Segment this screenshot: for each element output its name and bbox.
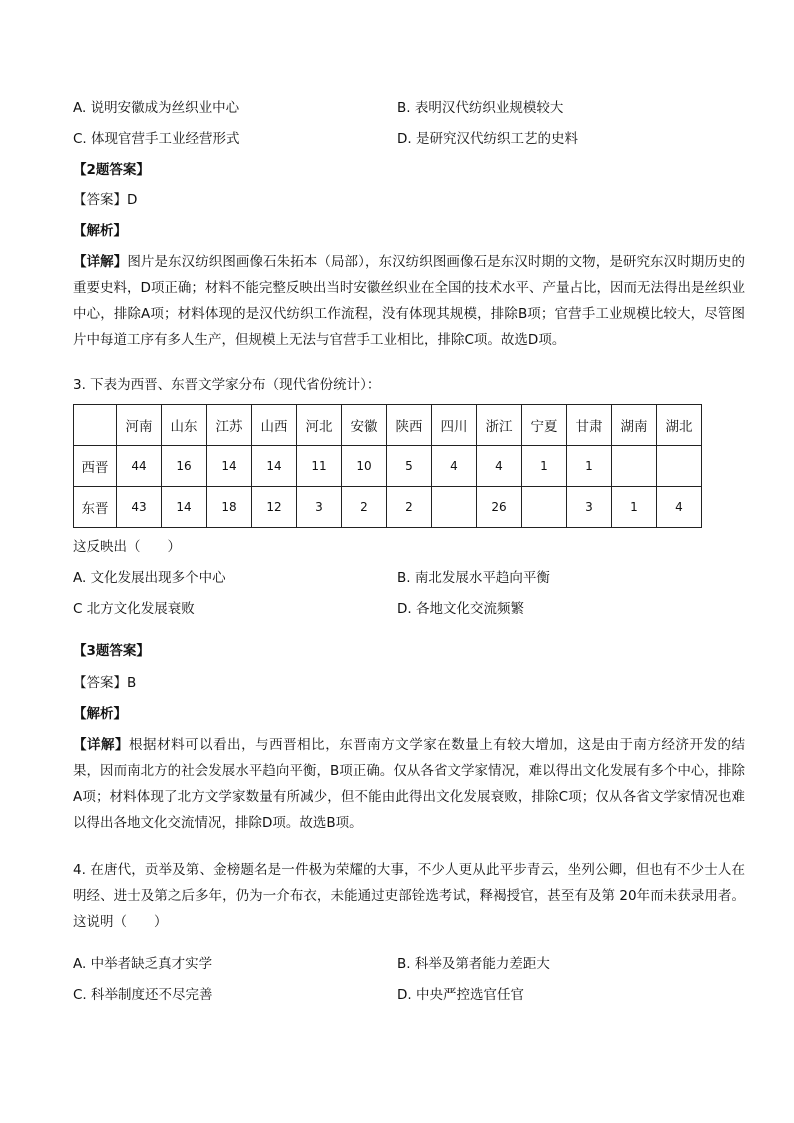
table-col-header: 山西 bbox=[252, 405, 297, 446]
table-cell: 14 bbox=[207, 446, 252, 487]
table-row bbox=[74, 487, 702, 528]
table-row bbox=[74, 446, 702, 487]
q2-answer: 【答案】D bbox=[73, 192, 138, 208]
q4-option-a: A. 中举者缺乏真才实学 bbox=[73, 956, 213, 972]
table-col-header: 河南 bbox=[117, 405, 162, 446]
table-cell: 5 bbox=[387, 446, 432, 487]
q2-analysis-label: 【解析】 bbox=[73, 223, 127, 239]
table-col-header: 甘肃 bbox=[567, 405, 612, 446]
q3-answer: 【答案】B bbox=[73, 675, 137, 691]
table-col-header: 安徽 bbox=[342, 405, 387, 446]
table-cell: 11 bbox=[297, 446, 342, 487]
q3-option-d: D. 各地文化交流频繁 bbox=[397, 601, 524, 617]
writer-distribution-table bbox=[73, 404, 702, 528]
q4-option-b: B. 科举及第者能力差距大 bbox=[397, 956, 550, 972]
table-cell bbox=[432, 487, 477, 528]
q3-detail-label: 【详解】 bbox=[73, 737, 130, 753]
table-corner-cell bbox=[74, 405, 117, 446]
table-cell: 3 bbox=[297, 487, 342, 528]
table-cell: 4 bbox=[477, 446, 522, 487]
table-cell: 3 bbox=[567, 487, 612, 528]
table-row-header: 东晋 bbox=[74, 487, 117, 528]
table-cell: 2 bbox=[387, 487, 432, 528]
q3-stem: 3. 下表为西晋、东晋文学家分布（现代省份统计）： bbox=[73, 377, 381, 393]
q2-answer-section: 【2题答案】 bbox=[73, 162, 150, 178]
q3-option-c: C 北方文化发展衰败 bbox=[73, 601, 195, 617]
table-col-header: 四川 bbox=[432, 405, 477, 446]
table-cell: 16 bbox=[162, 446, 207, 487]
q3-option-a: A. 文化发展出现多个中心 bbox=[73, 570, 226, 586]
table-cell: 18 bbox=[207, 487, 252, 528]
table-cell: 44 bbox=[117, 446, 162, 487]
table-cell: 12 bbox=[252, 487, 297, 528]
q4-option-d: D. 中央严控选官任官 bbox=[397, 987, 524, 1003]
q2-detail-label: 【详解】 bbox=[73, 254, 128, 270]
table-col-header: 山东 bbox=[162, 405, 207, 446]
table-col-header: 湖南 bbox=[612, 405, 657, 446]
table-cell: 1 bbox=[522, 446, 567, 487]
q3-answer-section: 【3题答案】 bbox=[73, 643, 150, 659]
table-cell: 4 bbox=[432, 446, 477, 487]
table-col-header: 陕西 bbox=[387, 405, 432, 446]
table-header-row bbox=[74, 405, 702, 446]
table-cell: 1 bbox=[612, 487, 657, 528]
q4-option-c: C. 科举制度还不尽完善 bbox=[73, 987, 213, 1003]
q3-detail bbox=[73, 732, 745, 836]
table-cell: 10 bbox=[342, 446, 387, 487]
table-cell: 14 bbox=[162, 487, 207, 528]
q3-analysis-label: 【解析】 bbox=[73, 706, 127, 722]
table-cell: 1 bbox=[567, 446, 612, 487]
table-col-header: 湖北 bbox=[657, 405, 702, 446]
table-cell: 26 bbox=[477, 487, 522, 528]
q2-option-a: A. 说明安徽成为丝织业中心 bbox=[73, 100, 240, 116]
q3-question: 这反映出（ ） bbox=[73, 539, 181, 555]
q3-detail-text: 根据材料可以看出，与西晋相比，东晋南方文学家在数量上有较大增加，这是由于南方经济开发的结果，因而南北方的社会发展水平趋向平衡，B项正确。仅从各省文学家情况，难以得出文化发展有多个中心，排除A项；材料体现了北方文学家数量有所减少，但不能由此得出文化发展衰败，排除C项；仅从各省文学家情况也难以得出各地文化交流情况，排除D项。故选B项。 bbox=[73, 737, 746, 831]
q3-option-b: B. 南北发展水平趋向平衡 bbox=[397, 570, 550, 586]
q4-stem: 4. 在唐代，贡举及第、金榜题名是一件极为荣耀的大事，不少人更从此平步青云，坐列公卿，但也有不少士人在明经、进士及第之后多年，仍为一介布衣，未能通过吏部铨选考试，释褐授官，甚至有及第 20年而未获录用者。这说明（ ） bbox=[73, 862, 745, 930]
table-cell bbox=[657, 446, 702, 487]
table-cell: 2 bbox=[342, 487, 387, 528]
table-col-header: 河北 bbox=[297, 405, 342, 446]
q2-detail bbox=[73, 249, 745, 353]
table-cell: 4 bbox=[657, 487, 702, 528]
table-col-header: 浙江 bbox=[477, 405, 522, 446]
table-col-header: 江苏 bbox=[207, 405, 252, 446]
q2-option-b: B. 表明汉代纺织业规模较大 bbox=[397, 100, 564, 116]
table-row-header: 西晋 bbox=[74, 446, 117, 487]
q2-option-c: C. 体现官营手工业经营形式 bbox=[73, 131, 240, 147]
table-col-header: 宁夏 bbox=[522, 405, 567, 446]
q2-detail-text: 图片是东汉纺织图画像石朱拓本（局部），东汉纺织图画像石是东汉时期的文物，是研究东汉时期历史的重要史料，D项正确；材料不能完整反映出当时安徽丝织业在全国的技术水平、产量占比，因而无法得出是丝织业中心，排除A项；材料体现的是汉代纺织工作流程，没有体现其规模，排除B项；官营手工业规模比较大，尽管图片中每道工序有多人生产，但规模上无法与官营手工业相比，排除C项。故选D项。 bbox=[73, 254, 746, 348]
table-cell bbox=[522, 487, 567, 528]
table-cell: 43 bbox=[117, 487, 162, 528]
table-cell bbox=[612, 446, 657, 487]
table-cell: 14 bbox=[252, 446, 297, 487]
q2-option-d: D. 是研究汉代纺织工艺的史料 bbox=[397, 131, 578, 147]
